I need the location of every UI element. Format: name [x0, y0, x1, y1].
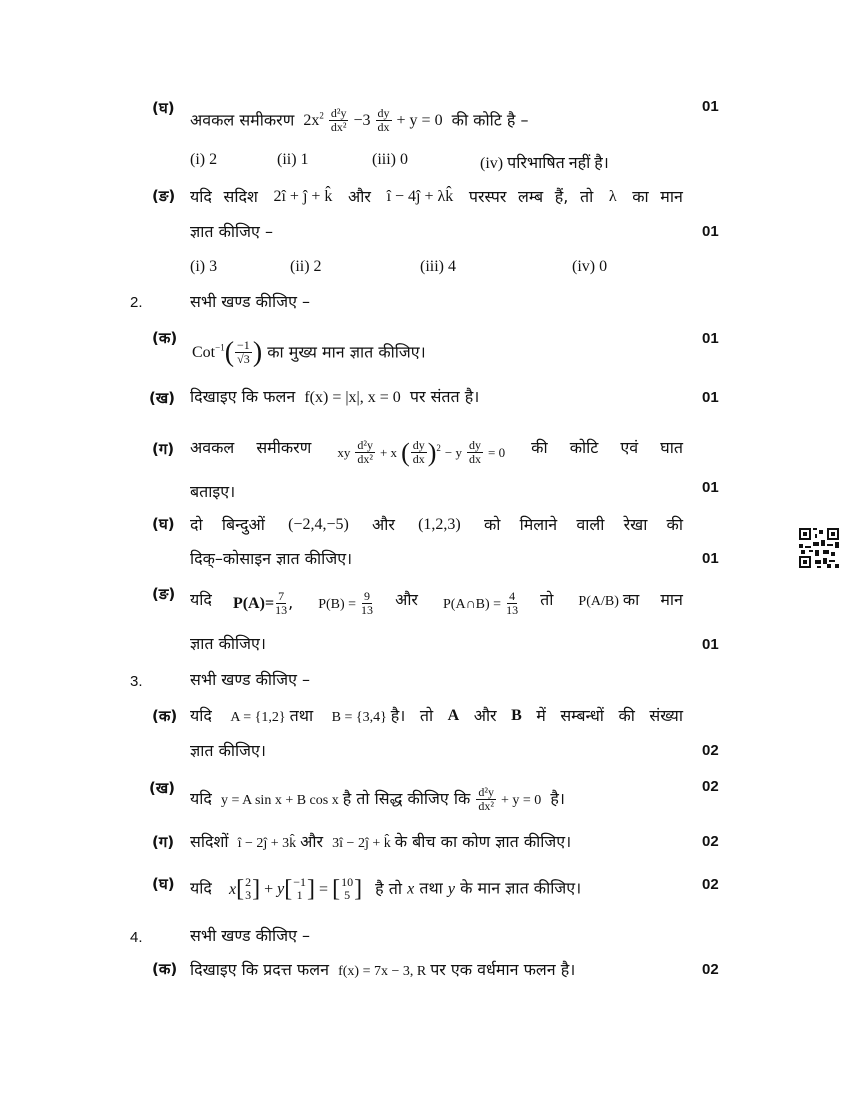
q1-gha-option-1: (i) 2	[190, 151, 218, 168]
q3-ga-label: (ग)	[152, 833, 175, 851]
q2-nga-line1: यदि P(A)= $\frac{7}{13}$ , P(B) = $\frac{9}{13}$ और P(A∩B) = $\frac{4}{13}$ तो P(A/B) का मान	[190, 589, 683, 617]
q1-nga-option-4: (iv) 0	[572, 258, 608, 275]
q1-nga-label: (ङ)	[152, 187, 176, 205]
q1-nga-option-2: (ii) 2	[290, 258, 322, 275]
q2-ka-text: Cot$^{-1}$( $\frac{-1}{√3}$ ) का मुख्य मान ज्ञात कीजिए।	[192, 336, 426, 368]
q2-nga-label: (ङ)	[152, 585, 176, 603]
q2-ka-label: (क)	[152, 329, 178, 347]
q1-gha-label: (घ)	[152, 99, 175, 117]
q1-nga-vector2: î − 4ĵ + λk̂	[386, 188, 454, 205]
q1-gha-option-4: (iv) परिभाषित नहीं है।	[480, 155, 609, 172]
q1-nga-option-3: (iii) 4	[420, 258, 456, 275]
q2-number: 2.	[130, 294, 143, 311]
q1-gha-option-3: (iii) 0	[372, 151, 408, 168]
q4-ka-text: दिखाइए कि प्रदत्त फलन f(x) = 7x − 3, R पर एक वर्धमान फलन है।	[190, 960, 576, 979]
q2-ga-equation: xy $\frac{\text{d²y}}{\text{dx²}}$ + x ( $\frac{dy}{dx}$ )$^2$ − y $\frac{dy}{dx}$ = 0	[337, 437, 506, 467]
q1-gha-frac1: $\frac{\text{d²y}}{\text{dx²}}$	[330, 106, 347, 135]
q2-gha-label: (घ)	[152, 515, 175, 533]
q2-ga-line2: बताइए।	[190, 482, 236, 501]
q1-gha-option-2: (ii) 1	[277, 151, 309, 168]
q1-gha-marks: 01	[702, 98, 719, 115]
q3-gha-label: (घ)	[152, 875, 175, 893]
q2-nga-line2: ज्ञात कीजिए।	[190, 634, 266, 653]
q3-ka-label: (क)	[152, 707, 178, 725]
q2-ga-line1: अवकल समीकरण xy $\frac{\text{d²y}}{\text{dx²}}$ + x ( $\frac{dy}{dx}$ )$^2$ − y $\frac{dy}{dx}$ = 0 की कोटि एवं घात	[190, 437, 683, 467]
q1-gha-frac2: $\frac{dy}{dx}$	[377, 106, 390, 135]
q1-nga-marks: 01	[702, 223, 719, 240]
q2-heading: सभी खण्ड कीजिए –	[190, 292, 311, 311]
q3-kha-marks: 02	[702, 778, 719, 795]
q2-gha-line1: दो बिन्दुओं (−2,4,−5) और (1,2,3) को मिलाने वाली रेखा की	[190, 515, 683, 534]
q2-nga-marks: 01	[702, 636, 719, 653]
q3-heading: सभी खण्ड कीजिए –	[190, 670, 311, 689]
q3-gha-matrix1: 2 3	[245, 875, 252, 902]
q4-ka-marks: 02	[702, 961, 719, 978]
q1-nga-vector1: 2î + ĵ + k̂	[273, 188, 333, 205]
q3-ka-marks: 02	[702, 742, 719, 759]
q3-gha-matrix3: 10 5	[341, 875, 354, 902]
q3-ga-marks: 02	[702, 833, 719, 850]
q4-number: 4.	[130, 929, 143, 946]
q1-nga-line1: यदि सदिश 2î + ĵ + k̂ और î − 4ĵ + λk̂ परस्पर लम्ब हैं, तो λ का मान	[190, 187, 683, 206]
q3-kha-label: (ख)	[149, 779, 175, 797]
q2-ga-marks: 01	[702, 479, 719, 496]
q2-ga-label: (ग)	[152, 440, 175, 458]
q3-number: 3.	[130, 673, 143, 690]
q2-gha-marks: 01	[702, 550, 719, 567]
q2-ka-marks: 01	[702, 330, 719, 347]
q3-ka-line2: ज्ञात कीजिए।	[190, 741, 266, 760]
q3-gha-matrix2: −1 1	[293, 875, 307, 902]
q1-nga-option-1: (i) 3	[190, 258, 218, 275]
q3-ka-line1: यदि A = {1,2} तथा B = {3,4} है। तो A और B में सम्बन्धों की संख्या	[190, 706, 683, 725]
q2-kha-label: (ख)	[149, 389, 175, 407]
q4-ka-label: (क)	[152, 960, 178, 978]
q3-gha-text: यदि x[ 2 3 ] + y[ −1 1 ] = [ 10 5 ] है तो x तथा y के मान ज्ञात कीजिए।	[190, 875, 582, 902]
qr-code-icon	[799, 528, 839, 568]
q3-ga-text: सदिशों î − 2ĵ + 3k̂ और 3î − 2ĵ + k̂ के बीच का कोण ज्ञात कीजिए।	[190, 832, 572, 851]
q2-kha-text: दिखाइए कि फलन f(x) = |x|, x = 0 पर संतत है।	[190, 387, 480, 406]
q2-kha-marks: 01	[702, 389, 719, 406]
q2-gha-line2: दिक्–कोसाइन ज्ञात कीजिए।	[190, 549, 353, 568]
q1-gha-text: अवकल समीकरण $2x^2$ $\frac{\text{d²y}}{\text{dx²}}$ −3 $\frac{dy}{dx}$ + y = 0 की कोटि है –	[190, 106, 529, 135]
q1-nga-line2: ज्ञात कीजिए –	[190, 222, 273, 241]
q4-heading: सभी खण्ड कीजिए –	[190, 926, 311, 945]
q3-gha-marks: 02	[702, 876, 719, 893]
q1-gha-eq: $2x^2$	[303, 111, 324, 130]
q3-kha-text: यदि y = A sin x + B cos x है तो सिद्ध कीजिए कि $\frac{\text{d²y}}{\text{dx²}}$ + y = 0 है।	[190, 785, 565, 813]
